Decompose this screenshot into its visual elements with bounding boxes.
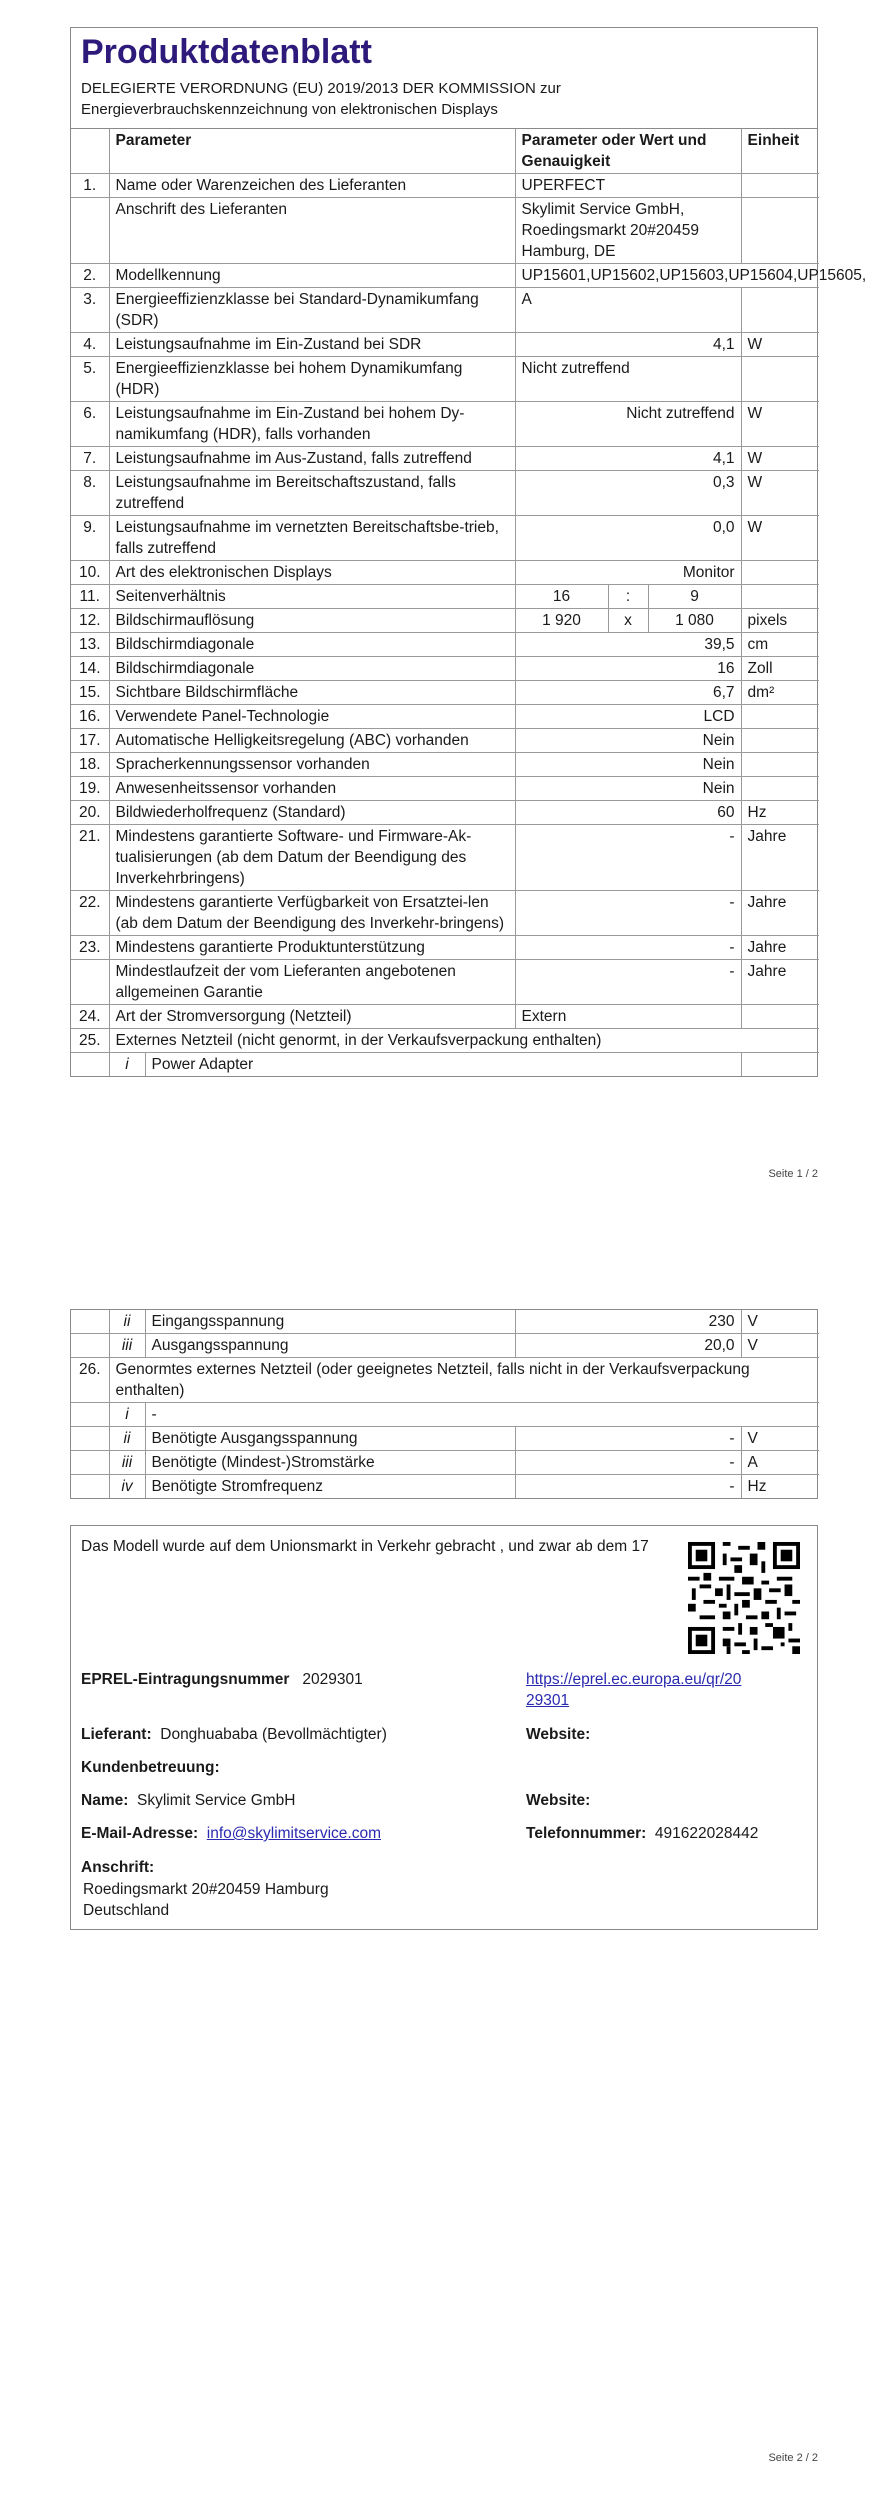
website-label-1: Website:: [526, 1726, 591, 1743]
eprel-label: EPREL-Eintragungsnummer: [81, 1671, 290, 1688]
table-row: iv Benötigte Stromfrequenz - Hz: [71, 1475, 819, 1499]
website-label-2: Website:: [526, 1792, 591, 1809]
table-row: 13. Bildschirmdiagonale 39,5 cm: [71, 633, 819, 657]
market-date-line: Das Modell wurde auf dem Unionsmarkt in Verkehr gebracht , und zwar ab dem 17: [81, 1538, 649, 1555]
table-row: 6. Leistungsaufnahme im Ein-Zustand bei hohem Dy-namikumfang (HDR), falls vorhanden Nicht zutreffend W: [71, 402, 819, 447]
table-row: 21. Mindestens garantierte Software- und Firmware-Ak-tualisierungen (ab dem Datum der Beendigung des Inverkehrbringens) - Jahre: [71, 825, 819, 891]
page-number: Seite 1 / 2: [768, 1168, 818, 1180]
table-row: 24. Art der Stromversorgung (Netzteil) Extern: [71, 1005, 819, 1029]
phone-value: 491622028442: [654, 1825, 759, 1842]
table-row: ii Eingangsspannung 230 V: [71, 1310, 819, 1334]
supplier-value: Donghuababa (Bevollmächtigter): [160, 1726, 387, 1743]
parameter-table-continued: [71, 1310, 819, 1498]
email-row: [81, 1823, 381, 1844]
table-row: 15. Sichtbare Bildschirmfläche 6,7 dm²: [71, 681, 819, 705]
name-label: Name:: [81, 1792, 129, 1809]
table-row: i -: [71, 1403, 819, 1427]
header-num: [71, 129, 109, 174]
table-row: 4. Leistungsaufnahme im Ein-Zustand bei SDR 4,1 W: [71, 333, 819, 357]
header-value: Parameter oder Wert und Genauigkeit: [515, 129, 741, 174]
table-row: 16. Verwendete Panel-Technologie LCD: [71, 705, 819, 729]
eprel-registration: [81, 1669, 363, 1690]
table-row: 14. Bildschirmdiagonale 16 Zoll: [71, 657, 819, 681]
phone-label: Telefonnummer:: [526, 1825, 647, 1842]
eprel-number: 2029301: [302, 1671, 363, 1688]
table-row: 10. Art des elektronischen Displays Monitor: [71, 561, 819, 585]
page-number: Seite 2 / 2: [768, 2452, 818, 2464]
supplier-info-box: [70, 1525, 818, 1930]
product-data-sheet-continued: [70, 1309, 818, 1499]
supplier-label: Lieferant:: [81, 1726, 152, 1743]
eprel-link[interactable]: [526, 1669, 741, 1711]
table-row: Mindestlaufzeit der vom Lieferanten angebotenen allgemeinen Garantie - Jahre: [71, 960, 819, 1005]
table-row: 11. Seitenverhältnis 16 : 9: [71, 585, 819, 609]
page-2: [0, 1240, 888, 2510]
table-row: 22. Mindestens garantierte Verfügbarkeit von Ersatztei-len (ab dem Datum der Beendigung des Inverkehr-bringens) - Jahre: [71, 891, 819, 936]
qr-code-icon[interactable]: [688, 1542, 800, 1654]
table-row: 23. Mindestens garantierte Produktunterstützung - Jahre: [71, 936, 819, 960]
eprel-link-line-1[interactable]: https://eprel.ec.europa.eu/qr/20: [526, 1671, 742, 1688]
customer-service-label: Kundenbetreuung:: [81, 1759, 220, 1776]
regulation-line-2: Energieverbrauchskennzeichnung von elektronischen Displays: [81, 101, 498, 118]
table-row: 1. Name oder Warenzeichen des Lieferanten UPERFECT: [71, 174, 819, 198]
page-title: Produktdatenblatt: [81, 33, 372, 71]
table-row: 2. Modellkennung UP15601,UP15602,UP15603,UP15604,UP15605,: [71, 264, 819, 288]
phone-row: [526, 1823, 758, 1844]
name-row: [81, 1790, 295, 1811]
table-row: 8. Leistungsaufnahme im Bereitschaftszustand, falls zutreffend 0,3 W: [71, 471, 819, 516]
table-row: iii Ausgangsspannung 20,0 V: [71, 1334, 819, 1358]
table-row: 7. Leistungsaufnahme im Aus-Zustand, falls zutreffend 4,1 W: [71, 447, 819, 471]
supplier-row: [81, 1724, 387, 1745]
address-label: Anschrift:: [81, 1859, 155, 1876]
table-row: 5. Energieeffizienzklasse bei hohem Dynamikumfang (HDR) Nicht zutreffend: [71, 357, 819, 402]
parameter-table: [71, 129, 867, 1076]
product-data-sheet: [70, 27, 867, 1077]
table-row: 19. Anwesenheitssensor vorhanden Nein: [71, 777, 819, 801]
table-row: Anschrift des Lieferanten Skylimit Service GmbH, Roedingsmarkt 20#20459 Hamburg, DE: [71, 198, 819, 264]
email-link[interactable]: info@skylimitservice.com: [206, 1825, 381, 1842]
regulation-line-1: DELEGIERTE VERORDNUNG (EU) 2019/2013 DER KOMMISSION zur: [81, 80, 561, 97]
table-row: 20. Bildwiederholfrequenz (Standard) 60 Hz: [71, 801, 819, 825]
page-1: [0, 0, 888, 1240]
table-row: 9. Leistungsaufnahme im vernetzten Bereitschaftsbe-trieb, falls zutreffend 0,0 W: [71, 516, 819, 561]
header-unit: Einheit: [741, 129, 819, 174]
table-row: i Power Adapter: [71, 1053, 819, 1077]
name-value: Skylimit Service GmbH: [137, 1792, 296, 1809]
eprel-link-line-2[interactable]: 29301: [526, 1692, 570, 1709]
table-row: 12. Bildschirmauflösung 1 920 x 1 080 pixels: [71, 609, 819, 633]
table-row: 18. Spracherkennungssensor vorhanden Nein: [71, 753, 819, 777]
address-line-2: Deutschland: [83, 1902, 170, 1919]
header-parameter: Parameter: [109, 129, 515, 174]
table-row: 17. Automatische Helligkeitsregelung (ABC) vorhanden Nein: [71, 729, 819, 753]
table-row: ii Benötigte Ausgangsspannung - V: [71, 1427, 819, 1451]
sheet-header: [71, 28, 817, 129]
address-line-1: Roedingsmarkt 20#20459 Hamburg: [83, 1881, 329, 1898]
table-header-row: [71, 129, 819, 174]
table-row: 26. Genormtes externes Netzteil (oder geeignetes Netzteil, falls nicht in der Verkaufsverpackung enthalten): [71, 1358, 819, 1403]
table-row: iii Benötigte (Mindest-)Stromstärke - A: [71, 1451, 819, 1475]
table-row: 25. Externes Netzteil (nicht genormt, in der Verkaufsverpackung enthalten): [71, 1029, 819, 1053]
table-row: 3. Energieeffizienzklasse bei Standard-Dynamikumfang (SDR) A: [71, 288, 819, 333]
email-label: E-Mail-Adresse:: [81, 1825, 199, 1842]
